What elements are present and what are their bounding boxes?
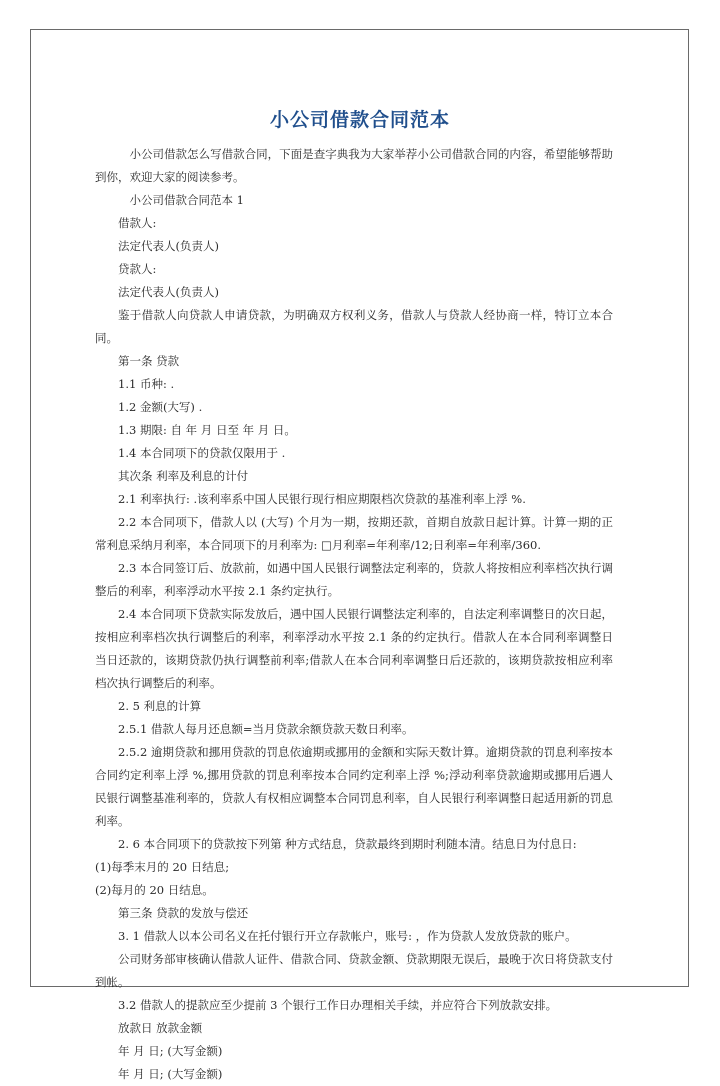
paragraph: 2.1 利率执行: .该利率系中国人民银行现行相应期限档次贷款的基准利率上浮 %. — [118, 492, 526, 506]
paragraph: 年 月 日; (大写金额) — [118, 1067, 223, 1081]
paragraph: 1.1 币种: . — [118, 377, 175, 391]
paragraph: 1.2 金额(大写) . — [118, 400, 203, 414]
paragraph: 2.5.1 借款人每月还息额=当月贷款余额贷款天数日利率。 — [118, 722, 414, 736]
paragraph: 法定代表人(负责人) — [118, 285, 219, 299]
paragraph: 1.4 本合同项下的贷款仅限用于 . — [118, 446, 286, 460]
paragraph: 2. 6 本合同项下的贷款按下列第 种方式结息，贷款最终到期时利随本清。结息日为付息日: — [118, 837, 577, 851]
paragraph: 2. 5 利息的计算 — [118, 699, 202, 713]
paragraph: 鉴于借款人向贷款人申请贷款，为明确双方权利义务，借款人与贷款人经协商一样，特订立本合同。 — [95, 308, 613, 345]
document-body — [95, 143, 613, 1086]
paragraph: 贷款人: — [118, 262, 157, 276]
paragraph: 2.5.2 逾期贷款和挪用贷款的罚息依逾期或挪用的金额和实际天数计算。逾期贷款的罚息利率按本合同约定利率上浮 %,挪用贷款的罚息利率按本合同约定利率上浮 %;浮动利率贷款逾期或挪用后遇人民银行调整基准利率的，贷款人有权相应调整本合同罚息利率，自人民银行利率调整日起适用新的罚息利率。 — [95, 745, 613, 828]
paragraph: 3. 1 借款人以本公司名义在托付银行开立存款帐户，账号: ，作为贷款人发放贷款的账户。 — [118, 929, 577, 943]
paragraph: 2.3 本合同签订后、放款前，如遇中国人民银行调整法定利率的，贷款人将按相应利率档次执行调整后的利率，利率浮动水平按 2.1 条约定执行。 — [95, 561, 613, 598]
paragraph: 小公司借款合同范本 1 — [129, 193, 244, 207]
paragraph: 年 月 日; (大写金额) — [118, 1044, 223, 1058]
paragraph: 2.4 本合同项下贷款实际发放后，遇中国人民银行调整法定利率的，自法定利率调整日的次日起，按相应利率档次执行调整后的利率，利率浮动水平按 2.1 条的约定执行。借款人在本合同利率调整日当日还款的，该期贷款仍执行调整前利率;借款人在本合同利率调整日后还款的，该期贷款按相应利率档次执行调整后的利率。 — [95, 607, 613, 690]
paragraph: 放款日 放款金额 — [118, 1021, 203, 1035]
paragraph: 公司财务部审核确认借款人证件、借款合同、贷款金额、贷款期限无误后，最晚于次日将贷款支付到帐。 — [95, 952, 613, 989]
paragraph: 2.2 本合同项下，借款人以 (大写) 个月为一期，按期还款，首期自放款日起计算。计算一期的正常利息采纳月利率，本合同项下的月利率为: □月利率=年利率/12;日利率=年利率/360. — [95, 515, 613, 552]
paragraph: 其次条 利率及利息的计付 — [118, 469, 249, 483]
paragraph: 小公司借款怎么写借款合同，下面是查字典我为大家举荐小公司借款合同的内容，希望能够帮助到你，欢迎大家的阅读参考。 — [95, 147, 613, 184]
paragraph: 借款人: — [118, 216, 157, 230]
paragraph: 3.2 借款人的提款应至少提前 3 个银行工作日办理相关手续，并应符合下列放款安排。 — [118, 998, 558, 1012]
paragraph: 法定代表人(负责人) — [118, 239, 219, 253]
paragraph: 第一条 贷款 — [118, 354, 180, 368]
document-title: 小公司借款合同范本 — [269, 108, 450, 131]
paragraph: 1.3 期限: 自 年 月 日至 年 月 日。 — [118, 423, 296, 437]
paragraph: 第三条 贷款的发放与偿还 — [118, 906, 249, 920]
paragraph: (2)每月的 20 日结息。 — [95, 883, 214, 897]
paragraph: (1)每季末月的 20 日结息; — [95, 860, 230, 874]
